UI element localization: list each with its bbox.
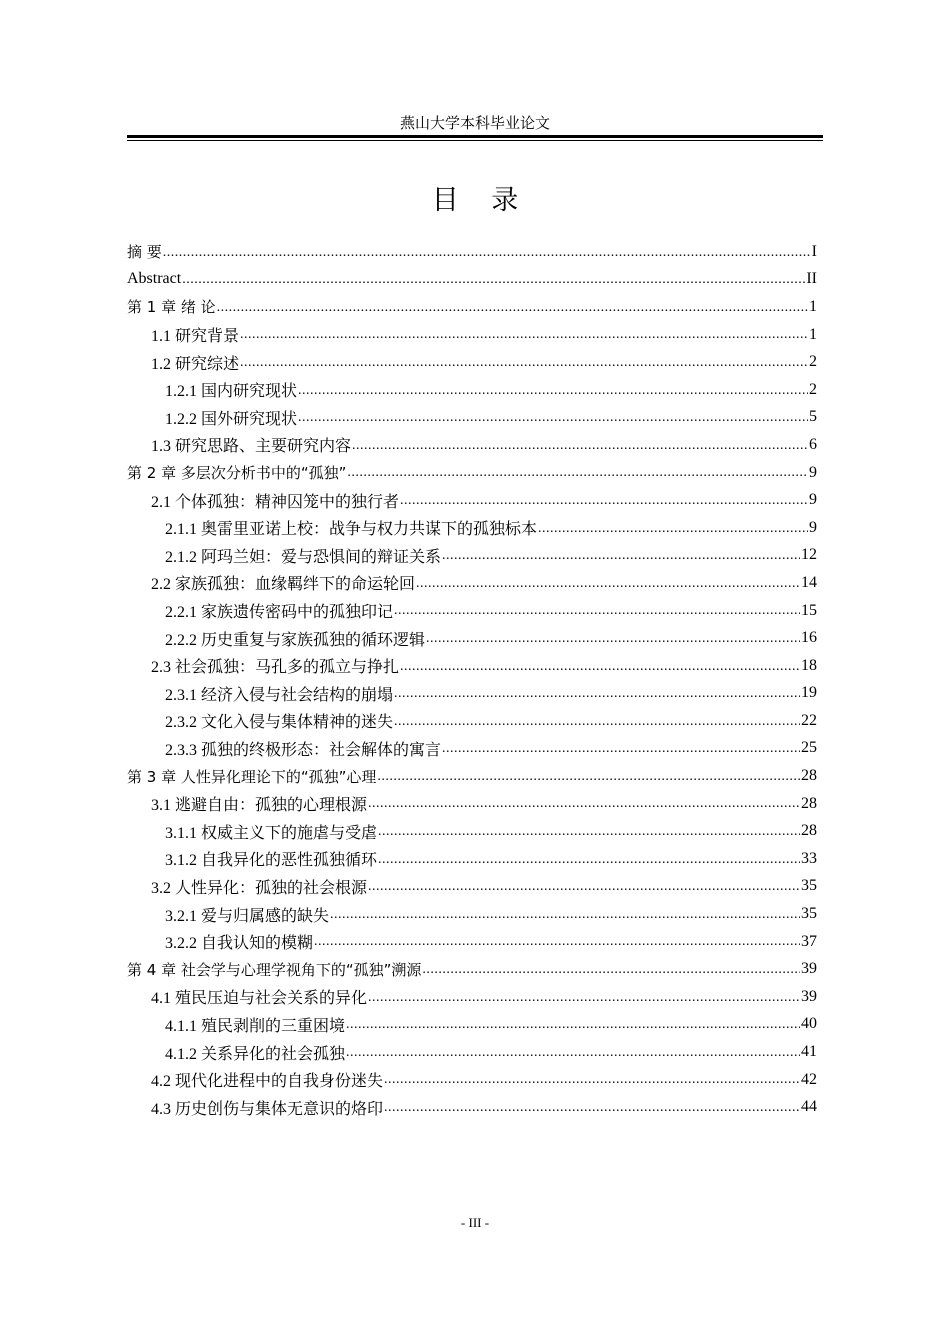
toc-entry-label: 2.1.1 奥雷里亚诺上校：战争与权力共谋下的孤独标本	[165, 521, 538, 539]
toc-entry[interactable]	[127, 293, 817, 321]
toc-entry-label: 第 2 章 多层次分析书中的“孤独”	[127, 464, 347, 483]
toc-entry-page: 19	[801, 684, 817, 702]
toc-entry[interactable]	[127, 569, 817, 597]
toc-entry[interactable]	[127, 873, 817, 901]
toc-entry[interactable]	[127, 431, 817, 459]
toc-entry[interactable]	[127, 845, 817, 873]
toc-dot-leader	[538, 522, 808, 542]
toc-entry-page: 37	[801, 932, 817, 950]
toc-entry-page: I	[811, 242, 817, 260]
toc-dot-leader	[400, 494, 808, 514]
toc-entry[interactable]	[127, 348, 817, 376]
toc-entry-page: 9	[809, 491, 817, 509]
toc-entry[interactable]	[127, 459, 817, 487]
toc-entry-page: 1	[809, 325, 817, 343]
toc-dot-leader	[378, 853, 800, 873]
toc-dot-leader	[384, 1073, 800, 1093]
toc-entry[interactable]	[127, 735, 817, 763]
toc-entry-label: Abstract	[127, 270, 182, 288]
toc-dot-leader	[298, 411, 808, 431]
toc-entry-label: 2.3.1 经济入侵与社会结构的崩塌	[165, 686, 394, 704]
toc-entry[interactable]	[127, 597, 817, 625]
toc-entry-page: 35	[801, 877, 817, 895]
toc-entry-label: 3.2 人性异化：孤独的社会根源	[151, 879, 368, 897]
toc-entry[interactable]	[127, 790, 817, 818]
toc-dot-leader	[442, 549, 800, 569]
toc-dot-leader	[422, 963, 800, 983]
page-title: 目 录	[431, 185, 531, 216]
toc-entry-page: 22	[801, 711, 817, 729]
toc-entry-page: 18	[801, 656, 817, 674]
toc-dot-leader	[346, 1018, 800, 1038]
toc-entry-label: 1.3 研究思路、主要研究内容	[151, 438, 352, 456]
toc-entry[interactable]	[127, 514, 817, 542]
toc-entry-label: 4.1.1 殖民剥削的三重困境	[165, 1017, 346, 1035]
toc-dot-leader	[330, 908, 800, 928]
toc-entry-page: 33	[801, 849, 817, 867]
toc-dot-leader	[426, 632, 800, 652]
toc-dot-leader	[217, 301, 808, 321]
toc-entry-label: 2.2 家族孤独：血缘羁绊下的命运轮回	[151, 576, 416, 594]
toc-entry-page: 25	[801, 739, 817, 757]
toc-entry[interactable]	[127, 266, 817, 294]
toc-entry-label: 3.1.1 权威主义下的施虐与受虐	[165, 824, 378, 842]
toc-entry-page: 14	[801, 573, 817, 591]
toc-entry-label: 3.2.1 爱与归属感的缺失	[165, 907, 330, 925]
toc-entry-page: 39	[801, 987, 817, 1005]
toc-entry[interactable]	[127, 652, 817, 680]
toc-entry-label: 第 4 章 社会学与心理学视角下的“孤独”溯源	[127, 960, 422, 979]
toc-entry-page: 40	[801, 1015, 817, 1033]
toc-entry[interactable]	[127, 376, 817, 404]
toc-dot-leader	[394, 687, 800, 707]
table-of-contents	[127, 238, 817, 1121]
toc-entry[interactable]	[127, 624, 817, 652]
toc-entry-label: 1.2 研究综述	[151, 355, 240, 373]
toc-entry[interactable]	[127, 1066, 817, 1094]
toc-entry[interactable]	[127, 955, 817, 983]
toc-entry[interactable]	[127, 542, 817, 570]
toc-entry-page: 6	[809, 435, 817, 453]
toc-entry[interactable]	[127, 707, 817, 735]
toc-dot-leader	[346, 1046, 800, 1066]
toc-entry-label: 4.1 殖民压迫与社会关系的异化	[151, 990, 368, 1008]
toc-entry-label: 3.1.2 自我异化的恶性孤独循环	[165, 852, 378, 870]
toc-entry[interactable]	[127, 404, 817, 432]
toc-entry-label: 2.3.2 文化入侵与集体精神的迷失	[165, 714, 394, 732]
toc-entry-page: 28	[801, 822, 817, 840]
toc-entry-label: 第 1 章 绪 论	[127, 298, 216, 317]
toc-entry-label: 2.3.3 孤独的终极形态：社会解体的寓言	[165, 741, 442, 759]
toc-entry-page: 16	[801, 629, 817, 647]
toc-entry-page: 44	[801, 1098, 817, 1116]
toc-entry-label: 3.2.2 自我认知的模糊	[165, 935, 314, 953]
toc-dot-leader	[394, 715, 800, 735]
toc-entry-page: 5	[809, 408, 817, 426]
toc-entry[interactable]	[127, 486, 817, 514]
toc-dot-leader	[416, 577, 800, 597]
toc-entry[interactable]	[127, 762, 817, 790]
toc-dot-leader	[378, 825, 800, 845]
toc-entry-page: 15	[801, 601, 817, 619]
toc-dot-leader	[384, 1101, 800, 1121]
toc-entry[interactable]	[127, 1093, 817, 1121]
toc-entry[interactable]	[127, 1038, 817, 1066]
toc-entry-page: 39	[801, 960, 817, 978]
toc-dot-leader	[163, 246, 811, 266]
toc-entry-page: 28	[801, 794, 817, 812]
toc-entry-page: 1	[809, 297, 817, 315]
toc-entry-label: 1.2.2 国外研究现状	[165, 410, 298, 428]
toc-entry-label: 1.2.1 国内研究现状	[165, 383, 298, 401]
toc-entry[interactable]	[127, 900, 817, 928]
toc-entry-page: II	[806, 270, 817, 288]
toc-dot-leader	[442, 742, 800, 762]
toc-entry-page: 2	[809, 353, 817, 371]
toc-entry-label: 4.3 历史创伤与集体无意识的烙印	[151, 1100, 384, 1118]
toc-dot-leader	[377, 770, 800, 790]
toc-dot-leader	[368, 880, 800, 900]
toc-dot-leader	[352, 439, 808, 459]
toc-dot-leader	[314, 935, 800, 955]
toc-entry-page: 41	[801, 1043, 817, 1061]
toc-entry[interactable]	[127, 928, 817, 956]
toc-entry-label: 2.2.2 历史重复与家族孤独的循环逻辑	[165, 631, 426, 649]
toc-entry[interactable]	[127, 1011, 817, 1039]
toc-entry-page: 42	[801, 1070, 817, 1088]
toc-entry-page: 2	[809, 380, 817, 398]
toc-entry-label: 2.1 个体孤独：精神囚笼中的独行者	[151, 493, 400, 511]
toc-dot-leader	[368, 991, 800, 1011]
toc-dot-leader	[240, 356, 808, 376]
toc-entry-label: 4.1.2 关系异化的社会孤独	[165, 1045, 346, 1063]
toc-entry-page: 9	[809, 463, 817, 481]
toc-dot-leader	[368, 797, 800, 817]
toc-dot-leader	[182, 273, 805, 293]
toc-entry-label: 2.1.2 阿玛兰妲：爱与恐惧间的辩证关系	[165, 548, 442, 566]
toc-dot-leader	[400, 660, 800, 680]
toc-entry-page: 35	[801, 905, 817, 923]
header-rule-thin	[127, 140, 823, 141]
page-header: 燕山大学本科毕业论文	[399, 116, 550, 132]
toc-entry-page: 28	[801, 767, 817, 785]
toc-dot-leader	[240, 328, 808, 348]
toc-entry[interactable]	[127, 983, 817, 1011]
toc-dot-leader	[298, 384, 808, 404]
toc-dot-leader	[347, 466, 808, 486]
toc-entry-label: 第 3 章 人性异化理论下的“孤独”心理	[127, 767, 377, 786]
page-number: - III -	[460, 1215, 490, 1230]
toc-entry-label: 2.2.1 家族遗传密码中的孤独印记	[165, 604, 394, 622]
toc-entry[interactable]	[127, 817, 817, 845]
toc-entry[interactable]	[127, 238, 817, 266]
toc-entry-label: 1.1 研究背景	[151, 328, 240, 346]
toc-entry-page: 9	[809, 518, 817, 536]
toc-entry[interactable]	[127, 321, 817, 349]
toc-dot-leader	[394, 604, 800, 624]
toc-entry-label: 3.1 逃避自由：孤独的心理根源	[151, 797, 368, 815]
toc-entry-label: 2.3 社会孤独：马孔多的孤立与挣扎	[151, 659, 400, 677]
toc-entry-label: 摘 要	[127, 243, 162, 262]
toc-entry-page: 12	[801, 546, 817, 564]
toc-entry-label: 4.2 现代化进程中的自我身份迷失	[151, 1073, 384, 1091]
header-rule-thick	[127, 135, 823, 138]
toc-entry[interactable]	[127, 680, 817, 708]
